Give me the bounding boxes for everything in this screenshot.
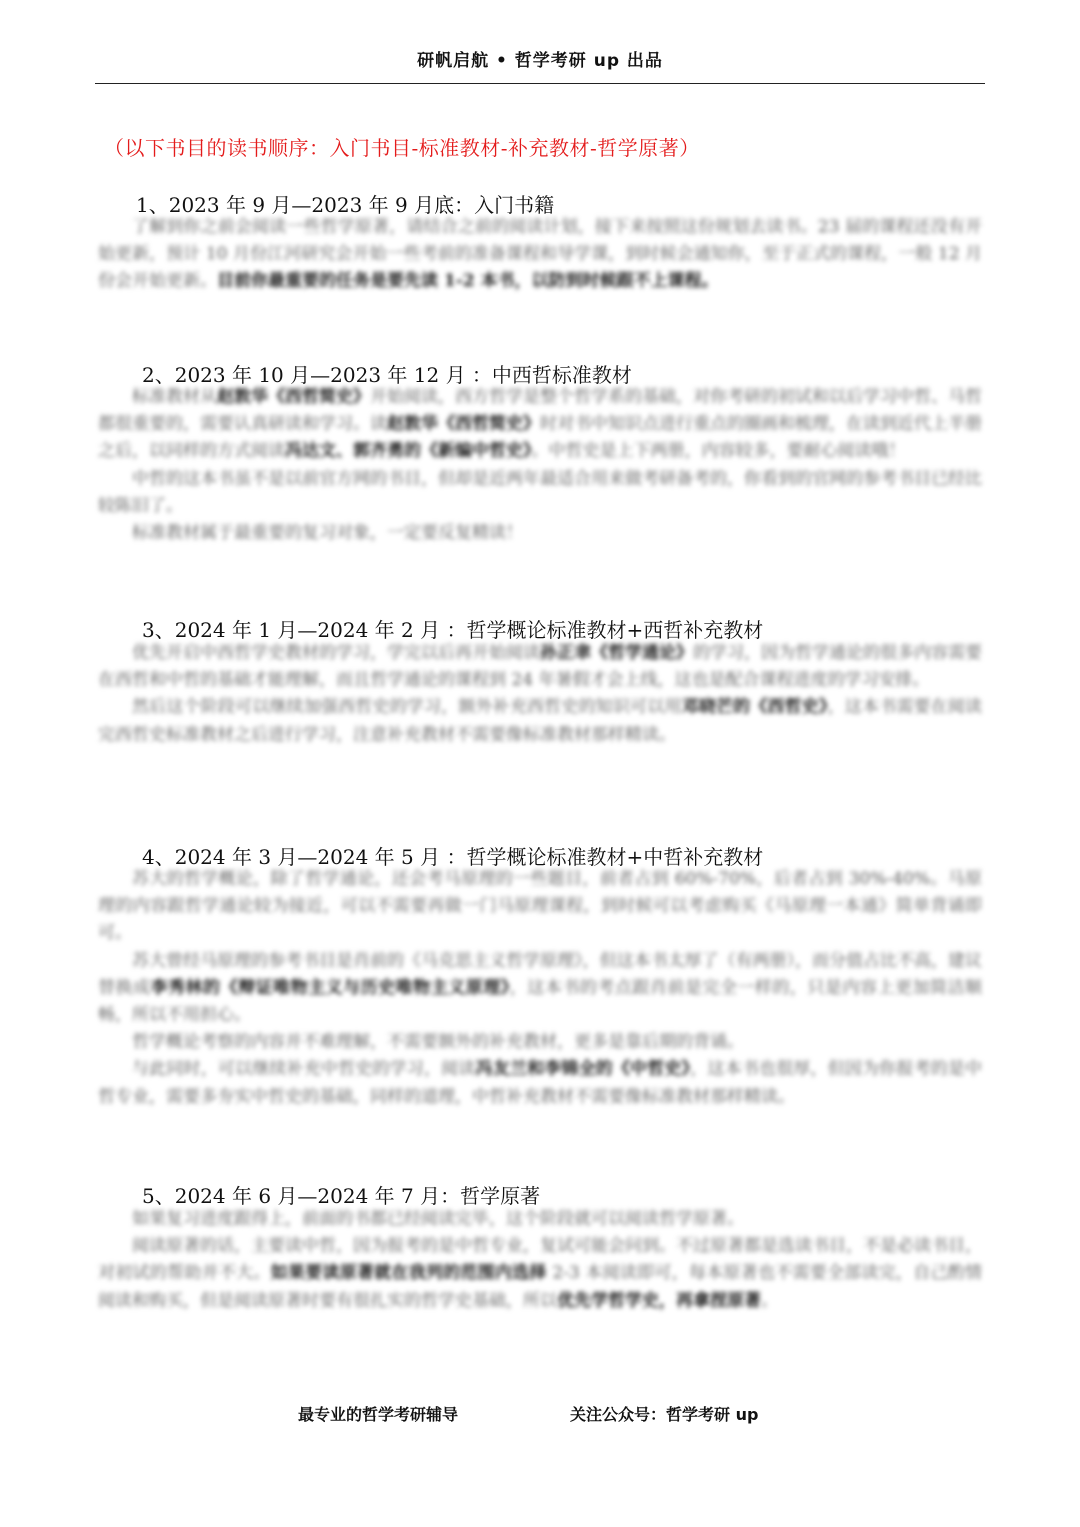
section-1-blurred-text: 了解到你之前会阅读一些哲学原著，请结合之前的阅读计划，接下来按照这份规划去读书。23 届的课程还没有开始更新，预计 10 月份江河研究会开始一些考前的准备课程和导学课，到时候会通知你，至于正式的课程，一般 12 月份会开始更新。目前你最重要的任务是要先读 1-2 本书，以防到时候跟不上课程。 (98, 217, 982, 292)
footer-slogan: 最专业的哲学考研辅导 (298, 1405, 459, 1424)
footer-follow-account: 关注公众号：哲学考研 up (570, 1405, 759, 1424)
reading-order-notice: （以下书目的读书顺序：入门书目-标准教材-补充教材-哲学原著） (104, 136, 700, 160)
section-5-blurred-text: 如果复习进度跟得上，前面的书都已经阅读完毕，这个阶段就可以阅读哲学原著。 阅读原著的话，主要读中哲，因为报考的是中哲专业，复试可能会问到。不过原著都是选读书目，不是必读书目，对初试的帮助并不大。如果要读原著就在我列的范围内选择 2-3 本阅读即可，每本原著也不需要全部读完，自己酌情阅读和购买，但是阅读原著时要有很扎实的哲学史基础，所以优先学哲学史，再拿捏原著。 (98, 1209, 983, 1311)
section-1-heading: 1、2023 年 9 月—2023 年 9 月底：入门书籍 (136, 193, 555, 217)
page-header-title: 研帆启航 • 哲学考研 up 出品 (417, 51, 663, 71)
section-4-blurred-text: 苏大的哲学概论，除了哲学通论，还会考马原理的一些题目，前者占到 60%-70%，后者占到 30%-40%。马原理的内容跟哲学通论较为接近，可以不需要再做一门马原理课程，到时候可以考虑购买《马原理一本通》简单背诵即可。 苏大曾经马原理的参考书目是肖前的《马克思主义哲学原理》，但这本书太厚了（有两册），而分值占比不高，建议替换成李秀林的《辩证唯物主义与历史唯物主义原理》，这本书的考点跟肖前是完全一样的，只是内容上更加简洁顺畅，所以不用担心。 哲学概论考察的内容并不难理解，不需要额外的补充教材，更多是靠后期的背诵。 与此同时，可以继续补充中哲史的学习，阅读冯友兰和李锦全的《中哲史》，这本书也很厚，但因为你报考的是中哲专业，需要多夯实中哲史的基础，同样的道理，中哲补充教材不需要像标准教材那样精读。 (98, 869, 983, 1107)
section-4-heading: 4、2024 年 3 月—2024 年 5 月 ：哲学概论标准教材+中哲补充教材 (142, 845, 764, 869)
section-3-blurred-text: 优先开启中西哲学史教材的学习，学完以后再开始阅读孙正聿《哲学通论》的学习，因为哲学通论的很多内容需要在西哲和中哲的基础才能理解，而且哲学通论的课程到 24 年暑假才会上线，这也是配合课程进度的学习安排。 然后这个阶段可以继续加强西哲史的学习，额外补充西哲史的知识可以用邓晓芒的《西哲史》，这本书需要在阅读完西哲史标准教材之后进行学习，注意补充教材不需要像标准教材那样精读。 (98, 643, 983, 745)
section-3-heading: 3、2024 年 1 月—2024 年 2 月 ：哲学概论标准教材+西哲补充教材 (142, 618, 764, 642)
section-5-heading: 5、2024 年 6 月—2024 年 7 月：哲学原著 (142, 1184, 541, 1208)
header-divider (95, 83, 985, 84)
section-2-heading: 2、2023 年 10 月—2023 年 12 月 ：中西哲标准教材 (142, 363, 632, 387)
section-2-blurred-text: 标准教材从赵敦华《西哲简史》开始阅读，西方哲学是整个哲学系的基础，对你考研的初试和以后学习中哲、马哲都很重要的，需要认真研读和学习。读赵敦华《西哲简史》时对书中知识点进行重点的圈画和梳理，在读到近代上半册之后，以同样的方式阅读冯达文、郭齐勇的《新编中哲史》。中哲史是上下两册，内容较多，要耐心阅读哦！ 中哲的这本书虽不是以前官方网的书目，但却是近两年最适合用来做考研备考的，你看到的官网的参考书目已经比较陈旧了。 标准教材属于最重要的复习对象，一定要反复精读！ (98, 387, 982, 544)
